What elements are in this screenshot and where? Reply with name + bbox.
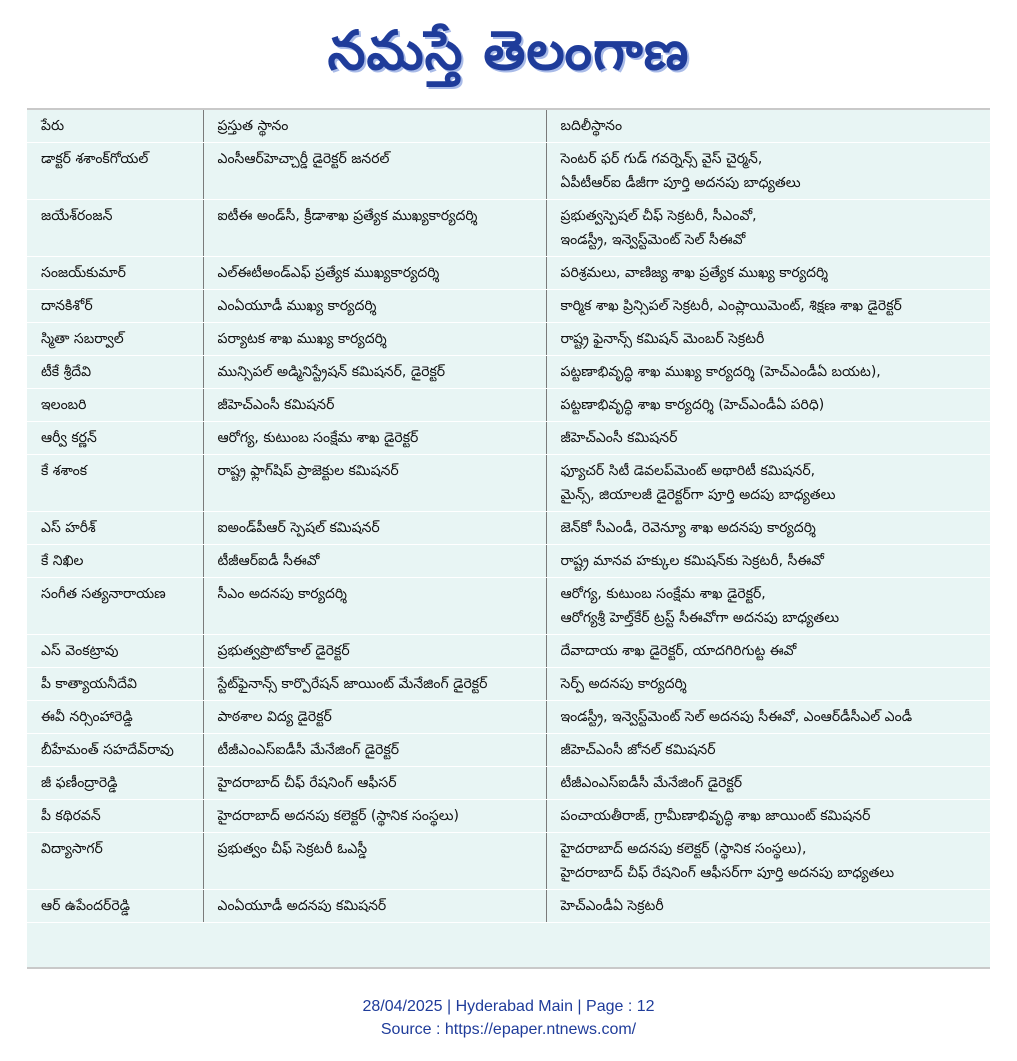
- officer-name: కే నిఖిల: [27, 545, 203, 578]
- table-row: [27, 578, 990, 635]
- current-post: హైదరాబాద్ అదనపు కలెక్టర్ (స్థానిక సంస్థలు): [203, 800, 546, 833]
- table-row: [27, 257, 990, 290]
- table-row: [27, 545, 990, 578]
- transfer-post-line: సెర్ప్ అదనపు కార్యదర్శి: [560, 676, 687, 692]
- officer-name: జీ ఫణీంద్రారెడ్డి: [27, 767, 203, 800]
- table-row: [27, 290, 990, 323]
- footer-source: Source : https://epaper.ntnews.com/: [380, 1021, 637, 1038]
- transfer-post: [546, 356, 990, 389]
- table-row: [27, 635, 990, 668]
- officer-name: విద్యాసాగర్: [27, 833, 203, 890]
- transfer-post-line: ఏపీటీఆర్‌ఐ డీజీగా పూర్తి అదనపు బాధ్యతలు: [560, 175, 801, 191]
- current-post: ఐఅండ్‌పీఆర్ స్పెషల్ కమిషనర్: [203, 512, 546, 545]
- transfer-post-line: దేవాదాయ శాఖ డైరెక్టర్, యాదగిరిగుట్ట ఈవో: [560, 643, 797, 659]
- transfer-post: [546, 668, 990, 701]
- transfer-post: [546, 635, 990, 668]
- current-post: జీహెచ్‌ఎంసీ కమిషనర్: [203, 389, 546, 422]
- transfer-post-line: పరిశ్రమలు, వాణిజ్య శాఖ ప్రత్యేక ముఖ్య కార్యదర్శి: [560, 265, 829, 281]
- officer-name: బీహేమంత్ సహదేవ్‌రావు: [27, 734, 203, 767]
- transfer-post-line: రాష్ట్ర ఫైనాన్స్ కమిషన్ మెంబర్ సెక్రటరీ: [560, 331, 765, 347]
- officer-name: ఎస్ వెంకట్రావు: [27, 635, 203, 668]
- current-post: ఎంఏయూడీ ముఖ్య కార్యదర్శి: [203, 290, 546, 323]
- transfer-post-line: మైన్స్, జియాలజీ డైరెక్టర్‌గా పూర్తి అదపు బాధ్యతలు: [560, 487, 836, 503]
- officer-name: సంజయ్‌కుమార్: [27, 257, 203, 290]
- transfer-post: [546, 800, 990, 833]
- transfer-post: [546, 257, 990, 290]
- officer-name: దానకిశోర్: [27, 290, 203, 323]
- current-post: పాఠశాల విద్య డైరెక్టర్: [203, 701, 546, 734]
- table-row: [27, 833, 990, 890]
- table-row: [27, 701, 990, 734]
- officer-name: సంగీత సత్యనారాయణ: [27, 578, 203, 635]
- header-current-post: ప్రస్తుత స్థానం: [203, 110, 546, 143]
- transfer-post-line: హైదరాబాద్ చీఫ్ రేషనింగ్ ఆఫీసర్‌గా పూర్తి అదనపు బాధ్యతలు: [560, 865, 895, 881]
- transfer-post-line: ఇండస్ట్రీ, ఇన్వెస్ట్‌మెంట్ సెల్ సీఈవో: [560, 232, 746, 248]
- transfer-post-line: ఫ్యూచర్ సిటీ డెవలప్‌మెంట్ అథారిటీ కమిషనర్,: [560, 463, 816, 479]
- officer-name: ఈవీ నర్సింహారెడ్డి: [27, 701, 203, 734]
- transfer-post-line: ఆరోగ్య, కుటుంబ సంక్షేమ శాఖ డైరెక్టర్,: [560, 586, 766, 602]
- officer-name: జయేశ్‌రంజన్: [27, 200, 203, 257]
- table-row: [27, 455, 990, 512]
- officer-name: పీ కథిరవన్: [27, 800, 203, 833]
- current-post: ప్రభుత్వం చీఫ్ సెక్రటరీ ఓఎస్డీ: [203, 833, 546, 890]
- transfer-post: [546, 290, 990, 323]
- transfer-post-line: జీహెచ్‌ఎంసీ జోనల్ కమిషనర్: [560, 742, 716, 758]
- transfer-post-line: కార్మిక శాఖ ప్రిన్సిపల్ సెక్రటరీ, ఎంప్లాయిమెంట్, శిక్షణ శాఖ డైరెక్టర్: [560, 298, 902, 314]
- transfer-post: [546, 767, 990, 800]
- transfer-post-line: పట్టణాభివృద్ధి శాఖ కార్యదర్శి (హెచ్‌ఎండీఏ పరిధి): [560, 397, 825, 413]
- transfer-table: [27, 110, 990, 923]
- current-post: పర్యాటక శాఖ ముఖ్య కార్యదర్శి: [203, 323, 546, 356]
- transfer-post: [546, 143, 990, 200]
- transfer-post: [546, 200, 990, 257]
- transfer-post: [546, 512, 990, 545]
- transfer-post: [546, 545, 990, 578]
- transfer-post-line: జెన్‌కో సీఎండీ, రెవెన్యూ శాఖ అదనపు కార్యదర్శి: [560, 520, 816, 536]
- officer-name: ఎస్ హరీశ్: [27, 512, 203, 545]
- table-row: [27, 767, 990, 800]
- table-row: [27, 800, 990, 833]
- table-row: [27, 734, 990, 767]
- current-post: హైదరాబాద్ చీఫ్ రేషనింగ్ ఆఫీసర్: [203, 767, 546, 800]
- current-post: టీజీఆర్‌ఐడీ సీఈవో: [203, 545, 546, 578]
- transfer-post-line: సెంటర్ ఫర్ గుడ్ గవర్నెన్స్ వైస్ చైర్మన్,: [560, 151, 763, 167]
- transfer-post-line: పంచాయతీరాజ్, గ్రామీణాభివృద్ధి శాఖ జాయింట్ కమిషనర్: [560, 808, 871, 824]
- transfer-post-line: టీజీఎంఎస్‌ఐడీసీ మేనేజింగ్ డైరెక్టర్: [560, 775, 743, 791]
- table-row: [27, 323, 990, 356]
- transfer-post-line: ప్రభుత్వస్పెషల్ చీఫ్ సెక్రటరీ, సీఎంవో,: [560, 208, 757, 224]
- transfer-post-line: రాష్ట్ర మానవ హక్కుల కమిషన్‌కు సెక్రటరీ, సీఈవో: [560, 553, 824, 569]
- current-post: టీజీఎంఎస్‌ఐడీసీ మేనేజింగ్ డైరెక్టర్: [203, 734, 546, 767]
- transfer-post: [546, 455, 990, 512]
- current-post: ఎంఏయూడీ అదనపు కమిషనర్: [203, 890, 546, 923]
- transfer-post: [546, 422, 990, 455]
- officer-name: పీ కాత్యాయనీదేవి: [27, 668, 203, 701]
- transfer-post-line: ఆరోగ్యశ్రీ హెల్త్‌కేర్ ట్రస్ట్ సీఈవోగా అదనపు బాధ్యతలు: [560, 610, 840, 626]
- current-post: ఎల్‌ఈటీఅండ్‌ఎఫ్ ప్రత్యేక ముఖ్యకార్యదర్శి: [203, 257, 546, 290]
- transfer-post-line: హెచ్‌ఎండీఏ సెక్రటరీ: [560, 898, 664, 914]
- transfer-post-line: పట్టణాభివృద్ధి శాఖ ముఖ్య కార్యదర్శి (హెచ్‌ఎండీఏ బయట),: [560, 364, 881, 380]
- transfer-post: [546, 323, 990, 356]
- transfer-post: [546, 578, 990, 635]
- transfer-table-panel: [27, 110, 990, 967]
- table-row: [27, 200, 990, 257]
- newspaper-masthead: నమస్తే తెలంగాణ: [327, 18, 690, 82]
- current-post: ఆరోగ్య, కుటుంబ సంక్షేమ శాఖ డైరెక్టర్: [203, 422, 546, 455]
- table-row: [27, 356, 990, 389]
- current-post: సీఎం అదనపు కార్యదర్శి: [203, 578, 546, 635]
- table-row: [27, 389, 990, 422]
- table-row: [27, 668, 990, 701]
- current-post: స్టేట్‌ఫైనాన్స్ కార్పొరేషన్ జాయింట్ మేనేజింగ్ డైరెక్టర్: [203, 668, 546, 701]
- transfer-post: [546, 734, 990, 767]
- table-row: [27, 422, 990, 455]
- transfer-post: [546, 389, 990, 422]
- transfer-post-line: జీహెచ్‌ఎంసీ కమిషనర్: [560, 430, 678, 446]
- transfer-post: [546, 890, 990, 923]
- header-transfer-post: బదిలీస్థానం: [546, 110, 990, 143]
- table-row: [27, 143, 990, 200]
- officer-name: ఆర్ ఉపేందర్‌రెడ్డి: [27, 890, 203, 923]
- officer-name: టీకే శ్రీదేవి: [27, 356, 203, 389]
- current-post: రాష్ట్ర ఫ్లాగ్‌షిప్ ప్రాజెక్టుల కమిషనర్: [203, 455, 546, 512]
- bottom-divider: [27, 967, 990, 969]
- officer-name: ఆర్వీ కర్ణన్: [27, 422, 203, 455]
- header-name: పేరు: [27, 110, 203, 143]
- officer-name: డాక్టర్ శశాంక్‌గోయల్: [27, 143, 203, 200]
- transfer-post-line: ఇండస్ట్రీ, ఇన్వెస్ట్‌మెంట్ సెల్ అదనపు సీఈవో, ఎంఆర్‌డీసీఎల్ ఎండీ: [560, 709, 913, 725]
- table-row: [27, 890, 990, 923]
- officer-name: కే శశాంక: [27, 455, 203, 512]
- officer-name: ఇలంబరి: [27, 389, 203, 422]
- current-post: ఎంసీఆర్‌హెచ్చార్డీ డైరెక్టర్ జనరల్: [203, 143, 546, 200]
- table-row: [27, 512, 990, 545]
- current-post: ప్రభుత్వప్రొటోకాల్ డైరెక్టర్: [203, 635, 546, 668]
- transfer-post: [546, 833, 990, 890]
- footer-date-edition: 28/04/2025 | Hyderabad Main | Page : 12: [362, 998, 655, 1015]
- officer-name: స్మితా సబర్వాల్: [27, 323, 203, 356]
- transfer-post-line: హైదరాబాద్ అదనపు కలెక్టర్ (స్థానిక సంస్థలు),: [560, 841, 807, 857]
- current-post: ఐటీఈ అండ్‌సీ, క్రీడాశాఖ ప్రత్యేక ముఖ్యకార్యదర్శి: [203, 200, 546, 257]
- table-header-row: [27, 110, 990, 143]
- current-post: మున్సిపల్ అడ్మినిస్ట్రేషన్ కమిషనర్, డైరెక్టర్: [203, 356, 546, 389]
- transfer-post: [546, 701, 990, 734]
